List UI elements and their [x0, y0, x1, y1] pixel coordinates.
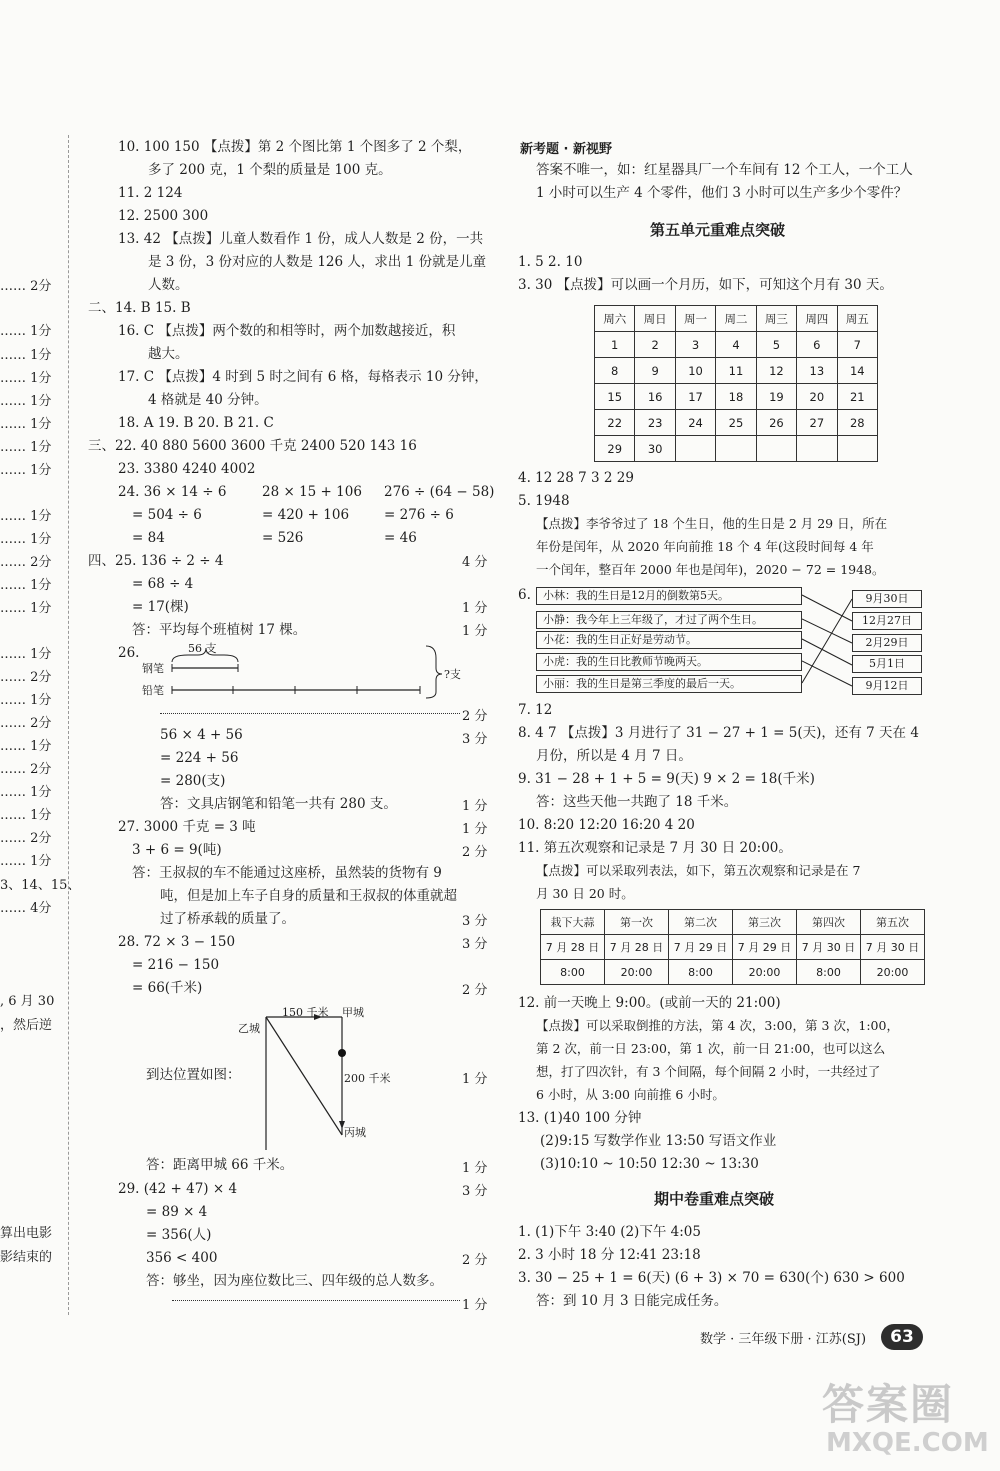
answer-line: = 17(棵)	[132, 599, 189, 615]
cal-cell: 周五	[837, 306, 877, 332]
answer-line: 5. 1948	[518, 493, 570, 509]
watermark-logo: 答案圈	[822, 1380, 955, 1429]
match-left-item: 小静：我今年上三年级了，才过了两个生日。	[536, 611, 802, 629]
cal-cell: 6	[797, 332, 837, 358]
footer-label: 数学 · 三年级下册 · 江苏(SJ)	[700, 1332, 867, 1347]
score-line: …… 2分	[0, 670, 52, 685]
cal-cell: 23	[635, 410, 675, 436]
answer-line: = 356(人)	[146, 1227, 212, 1243]
cal-cell: 20	[797, 384, 837, 410]
answer-line: 第 2 次，前一日 23:00，第 1 次，前一日 21:00，也可以这么	[536, 1041, 886, 1056]
label: 铅笔	[142, 684, 164, 697]
answer-line: 越大。	[148, 346, 189, 362]
column-divider	[68, 135, 69, 1315]
cal-cell: 周二	[716, 306, 756, 332]
cal-cell: 13	[797, 358, 837, 384]
answer-line: 想，打了四次针，有 3 个间隔，每个间隔 2 小时，一共经过了	[536, 1064, 881, 1079]
answer-line: 12. 前一天晚上 9:00。(或前一天的 21:00)	[518, 995, 781, 1011]
edge-fragment: 3、14、15、	[0, 878, 81, 893]
answer-line: 24. 36 × 14 ÷ 6	[118, 484, 227, 500]
answer-line: 答：够坐，因为座位数比三、四年级的总人数多。	[146, 1273, 443, 1289]
score-line: …… 1分	[0, 440, 52, 455]
match-right-item: 5月1日	[852, 655, 922, 673]
score-line: …… 1分	[0, 647, 52, 662]
match-right-item: 2月29日	[852, 634, 922, 652]
obs-cell: 第一次	[605, 910, 669, 935]
cal-cell: 21	[837, 384, 877, 410]
label: ?支	[444, 668, 461, 681]
answer-line: = 526	[262, 530, 304, 546]
answer-line: = 504 ÷ 6	[132, 507, 202, 523]
score: 4 分	[462, 555, 488, 570]
answer-line: 月 30 日 20 时。	[536, 886, 634, 901]
cal-cell: 1	[595, 332, 635, 358]
answer-line: 答：文具店钢笔和铅笔一共有 280 支。	[160, 796, 397, 812]
answer-line: 3 + 6 = 9(吨)	[132, 842, 222, 858]
score: 1 分	[462, 1161, 488, 1176]
obs-cell: 8:00	[669, 960, 733, 985]
answer-line: 3. 30 − 25 + 1 = 6(天) (6 + 3) × 70 = 630(个) 630 > 600	[518, 1270, 905, 1286]
score-line: …… 2分	[0, 555, 52, 570]
obs-cell: 8:00	[541, 960, 605, 985]
obs-cell: 8:00	[797, 960, 861, 985]
answer-line: 10. 8:20 12:20 16:20 4 20	[518, 817, 695, 833]
answer-line: 多了 200 克，1 个梨的质量是 100 克。	[148, 162, 392, 178]
score: 3 分	[462, 914, 488, 929]
calendar-table	[594, 305, 878, 462]
label: 钢笔	[142, 662, 164, 675]
answer-line: 16. C 【点拨】两个数的和相等时，两个加数越接近，积	[118, 323, 456, 339]
answer-line: 答：距离甲城 66 千米。	[146, 1157, 294, 1173]
score-line: …… 1分	[0, 854, 52, 869]
answer-line: = 276 ÷ 6	[384, 507, 454, 523]
obs-cell: 7 月 29 日	[669, 935, 733, 960]
score: 1 分	[462, 799, 488, 814]
answer-line: 三、22. 40 880 5600 3600 千克 2400 520 143 16	[88, 438, 417, 454]
obs-cell: 7 月 30 日	[861, 935, 925, 960]
answer-line: 答：到 10 月 3 日能完成任务。	[536, 1293, 728, 1309]
cal-cell: 15	[595, 384, 635, 410]
answer-line: 17. C 【点拨】4 时到 5 时之间有 6 格，每格表示 10 分钟，	[118, 369, 488, 385]
match-left-item: 小丽：我的生日是第三季度的最后一天。	[536, 675, 802, 693]
answer-line: 28. 72 × 3 − 150	[118, 934, 236, 950]
unit-heading: 第五单元重难点突破	[650, 221, 786, 239]
cal-cell: 9	[635, 358, 675, 384]
score: 2 分	[462, 845, 488, 860]
answer-line: 月份，所以是 4 月 7 日。	[536, 748, 692, 764]
page-number-badge: 63	[881, 1324, 923, 1350]
score-line: …… 1分	[0, 693, 52, 708]
score-line: …… 1分	[0, 808, 52, 823]
section-title: 新考题 · 新视野	[520, 142, 612, 157]
match-right-item: 12月27日	[852, 612, 922, 630]
answer-line: 2. 3 小时 18 分 12:41 23:18	[518, 1247, 701, 1263]
answer-line: = 84	[132, 530, 165, 546]
answer-line: = 89 × 4	[146, 1204, 208, 1220]
answer-line: = 68 ÷ 4	[132, 576, 194, 592]
answer-line: 是 3 份，3 份对应的人数是 126 人，求出 1 份就是儿童	[148, 254, 487, 270]
answer-line: 6.	[518, 587, 531, 603]
cal-cell: 29	[595, 436, 635, 462]
answer-line: 过了桥承载的质量了。	[160, 911, 295, 927]
answer-line: 1 小时可以生产 4 个零件，他们 3 小时可以生产多少个零件？	[536, 185, 908, 201]
dotted-leader	[160, 703, 460, 714]
cal-cell: 26	[756, 410, 796, 436]
answer-line: (2)9:15 写数学作业 13:50 写语文作业	[540, 1133, 777, 1149]
answer-line: 7. 12	[518, 702, 553, 718]
cal-cell	[675, 436, 715, 462]
cal-cell: 11	[716, 358, 756, 384]
answer-line: 一个闰年，整百年 2000 年也是闰年)，2020 − 72 = 1948。	[536, 562, 885, 577]
cal-cell: 3	[675, 332, 715, 358]
score: 2 分	[462, 709, 488, 724]
match-left-item: 小林：我的生日是12月的倒数第5天。	[536, 587, 802, 605]
cal-cell: 7	[837, 332, 877, 358]
label: 200 千米	[344, 1072, 391, 1085]
answer-line: 12. 2500 300	[118, 208, 209, 224]
answer-line: = 224 + 56	[160, 750, 239, 766]
cal-cell: 22	[595, 410, 635, 436]
answer-line: 18. A 19. B 20. B 21. C	[118, 415, 274, 431]
cal-cell: 周一	[675, 306, 715, 332]
obs-cell: 第五次	[861, 910, 925, 935]
match-right-item: 9月12日	[852, 677, 922, 695]
score-line: …… 1分	[0, 463, 52, 478]
cal-cell	[837, 436, 877, 462]
answer-line: 4. 12 28 7 3 2 29	[518, 470, 634, 486]
answer-line: (3)10:10 ~ 10:50 12:30 ~ 13:30	[540, 1156, 759, 1172]
score-line: …… 1分	[0, 739, 52, 754]
score: 3 分	[462, 937, 488, 952]
cal-cell: 18	[716, 384, 756, 410]
cal-cell: 19	[756, 384, 796, 410]
answer-line: 【点拨】李爷爷过了 18 个生日，他的生日是 2 月 29 日，所在	[536, 516, 888, 531]
obs-cell: 7 月 29 日	[733, 935, 797, 960]
answer-line: 【点拨】可以采取列表法，如下，第五次观察和记录是在 7	[536, 863, 861, 878]
edge-fragment: , 6 月 30	[0, 994, 55, 1009]
obs-cell: 7 月 28 日	[541, 935, 605, 960]
obs-cell: 7 月 28 日	[605, 935, 669, 960]
score: 3 分	[462, 732, 488, 747]
cal-cell: 17	[675, 384, 715, 410]
label: 56 支	[188, 642, 217, 655]
cal-cell: 14	[837, 358, 877, 384]
score: 1 分	[462, 601, 488, 616]
score-line: …… 1分	[0, 324, 52, 339]
cal-cell	[756, 436, 796, 462]
score-line: …… 4分	[0, 901, 52, 916]
cal-cell	[797, 436, 837, 462]
answer-line: 9. 31 − 28 + 1 + 5 = 9(天) 9 × 2 = 18(千米)	[518, 771, 815, 787]
answer-line: 【点拨】可以采取倒推的方法，第 4 次，3:00，第 3 次，1:00，	[536, 1018, 899, 1033]
answer-line: 26.	[118, 645, 140, 661]
edge-fragment: ，然后逆	[0, 1018, 53, 1033]
answer-line: 人数。	[148, 277, 189, 293]
obs-cell: 第二次	[669, 910, 733, 935]
score-line: …… 2分	[0, 831, 52, 846]
answer-line: 到达位置如图：	[146, 1067, 241, 1083]
answer-line: 356 < 400	[146, 1250, 218, 1266]
answer-line: = 216 − 150	[132, 957, 220, 973]
answer-line: = 66(千米)	[132, 980, 203, 996]
score-line: …… 1分	[0, 601, 52, 616]
answer-line: 吨，但是加上车子自身的质量和王叔叔的体重就超	[160, 888, 457, 904]
match-left-item: 小花：我的生日正好是劳动节。	[536, 631, 802, 649]
answer-line: 答：平均每个班植树 17 棵。	[132, 622, 307, 638]
label: 丙城	[344, 1126, 366, 1139]
answer-line: 13. 42 【点拨】儿童人数看作 1 份，成人人数是 2 份，一共	[118, 231, 484, 247]
score-line: …… 1分	[0, 417, 52, 432]
cal-cell: 周日	[635, 306, 675, 332]
score-line: …… 1分	[0, 509, 52, 524]
answer-line: 6 小时，从 3:00 向前推 6 小时。	[536, 1087, 725, 1102]
answer-line: 56 × 4 + 56	[160, 727, 243, 743]
answer-line: 13. (1)40 100 分钟	[518, 1110, 642, 1126]
score-line: …… 1分	[0, 578, 52, 593]
obs-cell: 7 月 30 日	[797, 935, 861, 960]
answer-line: = 280(支)	[160, 773, 226, 789]
answer-line: 二、14. B 15. B	[88, 300, 191, 316]
obs-cell: 20:00	[733, 960, 797, 985]
watermark-url: MXQE.COM	[826, 1428, 989, 1458]
dotted-leader	[172, 1290, 460, 1301]
match-left-item: 小虎：我的生日比教师节晚两天。	[536, 653, 802, 671]
answer-line: 29. (42 + 47) × 4	[118, 1181, 238, 1197]
unit-heading: 期中卷重难点突破	[654, 1190, 775, 1208]
cal-cell: 28	[837, 410, 877, 436]
answer-line: 四、25. 136 ÷ 2 ÷ 4	[88, 553, 224, 569]
label: 150 千米	[282, 1006, 329, 1019]
score-line: …… 1分	[0, 371, 52, 386]
answer-line: 4 格就是 40 分钟。	[148, 392, 268, 408]
score-line: …… 1分	[0, 532, 52, 547]
answer-line: = 420 + 106	[262, 507, 350, 523]
cal-cell: 8	[595, 358, 635, 384]
answer-line: 11. 2 124	[118, 185, 183, 201]
cal-cell: 周四	[797, 306, 837, 332]
obs-cell: 20:00	[605, 960, 669, 985]
score-line: …… 1分	[0, 394, 52, 409]
score: 3 分	[462, 1184, 488, 1199]
score: 2 分	[462, 1253, 488, 1268]
cal-cell: 周六	[595, 306, 635, 332]
score: 2 分	[462, 983, 488, 998]
match-right-item: 9月30日	[852, 590, 922, 608]
answer-line: 23. 3380 4240 4002	[118, 461, 256, 477]
answer-line: 答：王叔叔的车不能通过这座桥，虽然装的货物有 9	[132, 865, 442, 881]
answer-line: 11. 第五次观察和记录是 7 月 30 日 20:00。	[518, 840, 792, 856]
score-line: …… 2分	[0, 279, 52, 294]
answer-line: 年份是闰年，从 2020 年向前推 18 个 4 年(这段时间每 4 年	[536, 539, 874, 554]
score-line: …… 2分	[0, 762, 52, 777]
cal-cell: 5	[756, 332, 796, 358]
obs-cell: 20:00	[861, 960, 925, 985]
answer-line: 276 ÷ (64 − 58)	[384, 484, 495, 500]
answer-line: 3. 30 【点拨】可以画一个月历，如下，可知这个月有 30 天。	[518, 277, 893, 293]
answer-line: 10. 100 150 【点拨】第 2 个图比第 1 个图多了 2 个梨，	[118, 139, 472, 155]
cal-cell: 10	[675, 358, 715, 384]
obs-cell: 栽下大蒜	[541, 910, 605, 935]
cal-cell: 16	[635, 384, 675, 410]
score: 1 分	[462, 1072, 488, 1087]
edge-fragment: 影结束的	[0, 1250, 53, 1265]
cal-cell: 30	[635, 436, 675, 462]
cal-cell: 4	[716, 332, 756, 358]
obs-cell: 第四次	[797, 910, 861, 935]
cal-cell: 12	[756, 358, 796, 384]
observation-table	[540, 909, 925, 985]
cal-cell: 25	[716, 410, 756, 436]
answer-line: 1. (1)下午 3:40 (2)下午 4:05	[518, 1224, 701, 1240]
answer-line: 28 × 15 + 106	[262, 484, 362, 500]
answer-line: 27. 3000 千克 = 3 吨	[118, 819, 256, 835]
label: 乙城	[238, 1022, 260, 1035]
label: 甲城	[342, 1006, 364, 1019]
cal-cell	[716, 436, 756, 462]
cal-cell: 24	[675, 410, 715, 436]
score: 1 分	[462, 624, 488, 639]
answer-line: 8. 4 7 【点拨】3 月进行了 31 − 27 + 1 = 5(天)，还有 7 天在 4	[518, 725, 919, 741]
score-line: …… 1分	[0, 785, 52, 800]
score: 1 分	[462, 1298, 488, 1313]
cal-cell: 周三	[756, 306, 796, 332]
score: 1 分	[462, 822, 488, 837]
answer-line: 答案不唯一，如：红星器具厂一个车间有 12 个工人，一个工人	[536, 162, 913, 178]
answer-line: = 46	[384, 530, 417, 546]
score-line: …… 1分	[0, 348, 52, 363]
edge-fragment: 算出电影	[0, 1226, 53, 1241]
cal-cell: 2	[635, 332, 675, 358]
score-line: …… 2分	[0, 716, 52, 731]
answer-line: 1. 5 2. 10	[518, 254, 583, 270]
cal-cell: 27	[797, 410, 837, 436]
obs-cell: 第三次	[733, 910, 797, 935]
answer-line: 答：这些天他一共跑了 18 千米。	[536, 794, 738, 810]
